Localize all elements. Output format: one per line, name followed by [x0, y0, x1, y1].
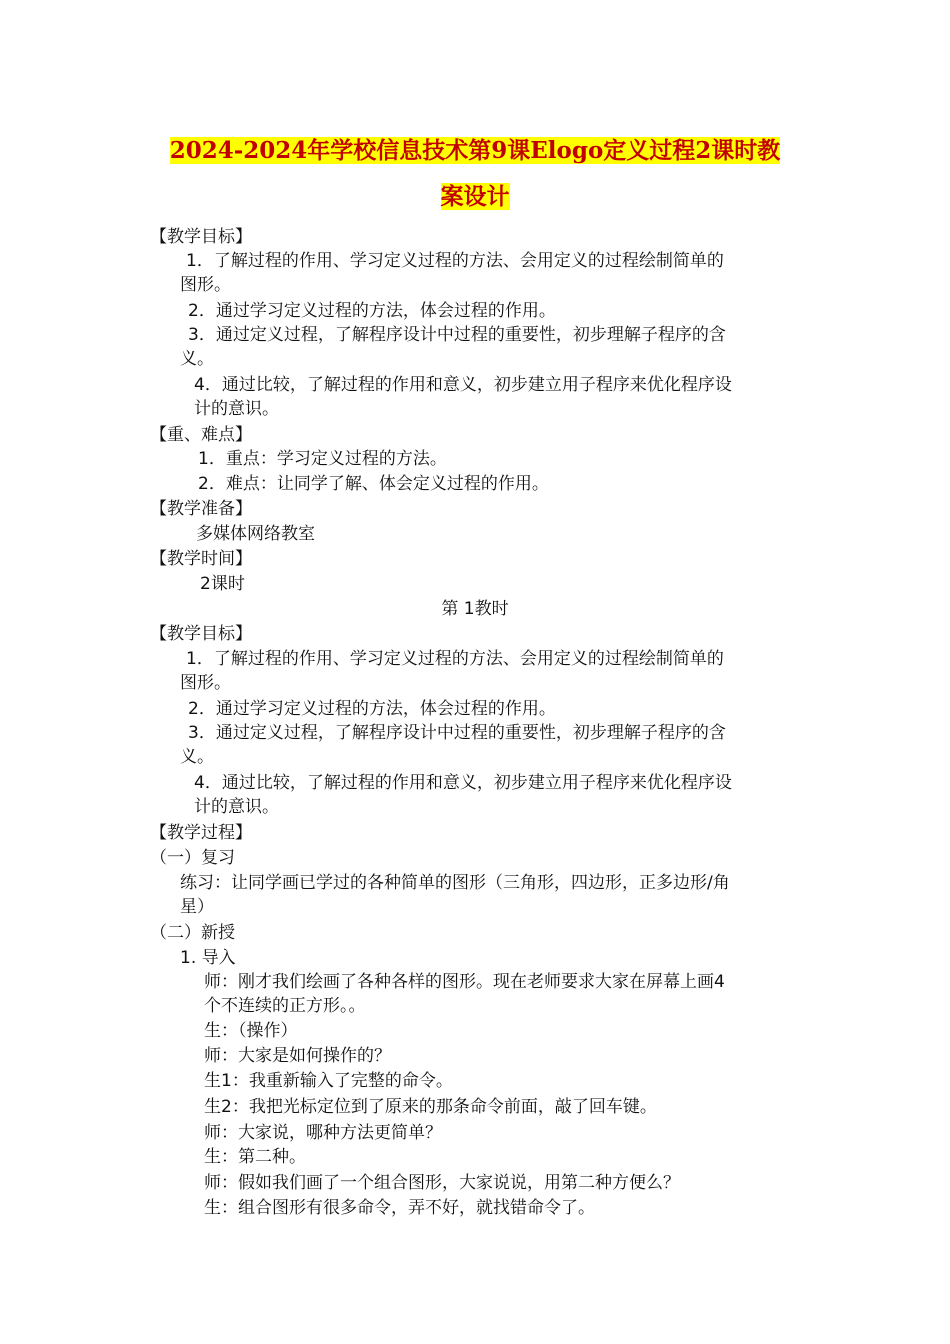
subsection-review: （一）复习: [150, 848, 235, 868]
objective-4-cont: 计的意识。: [194, 399, 279, 419]
step-introduction: 1. 导入: [180, 948, 236, 968]
dialogue-line: 师：大家是如何操作的？: [204, 1046, 391, 1066]
objective-2-1: 1．了解过程的作用、学习定义过程的方法、会用定义的过程绘制简单的: [186, 649, 724, 669]
objective-2-4: 4．通过比较，了解过程的作用和意义，初步建立用子程序来优化程序设: [194, 773, 732, 793]
objective-1: 1．了解过程的作用、学习定义过程的方法、会用定义的过程绘制简单的: [186, 251, 724, 271]
dialogue-line: 生：（操作）: [204, 1021, 298, 1041]
objective-1-cont: 图形。: [180, 275, 231, 295]
dialogue-line: 生：组合图形有很多命令，弄不好，就找错命令了。: [204, 1198, 595, 1218]
section-heading-preparation: 【教学准备】: [150, 499, 252, 519]
preparation-text: 多媒体网络教室: [196, 524, 315, 544]
objective-2: 2．通过学习定义过程的方法，体会过程的作用。: [188, 301, 556, 321]
lesson-1-heading: 第 1教时: [441, 599, 509, 619]
section-heading-objectives-2: 【教学目标】: [150, 624, 252, 644]
key-point-1: 1．重点：学习定义过程的方法。: [198, 449, 447, 469]
review-exercise: 练习：让同学画已学过的各种简单的图形（三角形，四边形，正多边形/角: [180, 873, 730, 893]
objective-2-1-cont: 图形。: [180, 673, 231, 693]
section-heading-key-points: 【重、难点】: [150, 425, 252, 445]
subsection-new-lesson: （二）新授: [150, 923, 235, 943]
dialogue-line: 生：第二种。: [204, 1147, 306, 1167]
objective-2-2: 2．通过学习定义过程的方法，体会过程的作用。: [188, 699, 556, 719]
dialogue-line: 师：假如我们画了一个组合图形，大家说说，用第二种方便么？: [204, 1173, 680, 1193]
review-exercise-cont: 星）: [180, 897, 214, 917]
section-heading-objectives: 【教学目标】: [150, 227, 252, 247]
objective-2-3-cont: 义。: [180, 747, 214, 767]
section-heading-process: 【教学过程】: [150, 823, 252, 843]
objective-2-4-cont: 计的意识。: [194, 797, 279, 817]
dialogue-line: 生2：我把光标定位到了原来的那条命令前面，敲了回车键。: [204, 1097, 657, 1117]
dialogue-line: 师：大家说，哪种方法更简单？: [204, 1123, 442, 1143]
section-heading-time: 【教学时间】: [150, 549, 252, 569]
objective-3-cont: 义。: [180, 349, 214, 369]
dialogue-line: 个不连续的正方形。。: [204, 996, 366, 1016]
document-title-line-2: 案设计: [440, 183, 510, 210]
time-text: 2课时: [200, 574, 245, 594]
document-title-line-1: 2024-2024年学校信息技术第9课Elogo定义过程2课时教: [169, 137, 781, 164]
dialogue-line: 生1：我重新输入了完整的命令。: [204, 1071, 453, 1091]
key-point-2: 2．难点：让同学了解、体会定义过程的作用。: [198, 474, 549, 494]
objective-3: 3．通过定义过程，了解程序设计中过程的重要性，初步理解子程序的含: [188, 325, 726, 345]
objective-2-3: 3．通过定义过程，了解程序设计中过程的重要性，初步理解子程序的含: [188, 723, 726, 743]
objective-4: 4．通过比较，了解过程的作用和意义，初步建立用子程序来优化程序设: [194, 375, 732, 395]
dialogue-line: 师：刚才我们绘画了各种各样的图形。现在老师要求大家在屏幕上画4: [204, 972, 725, 992]
